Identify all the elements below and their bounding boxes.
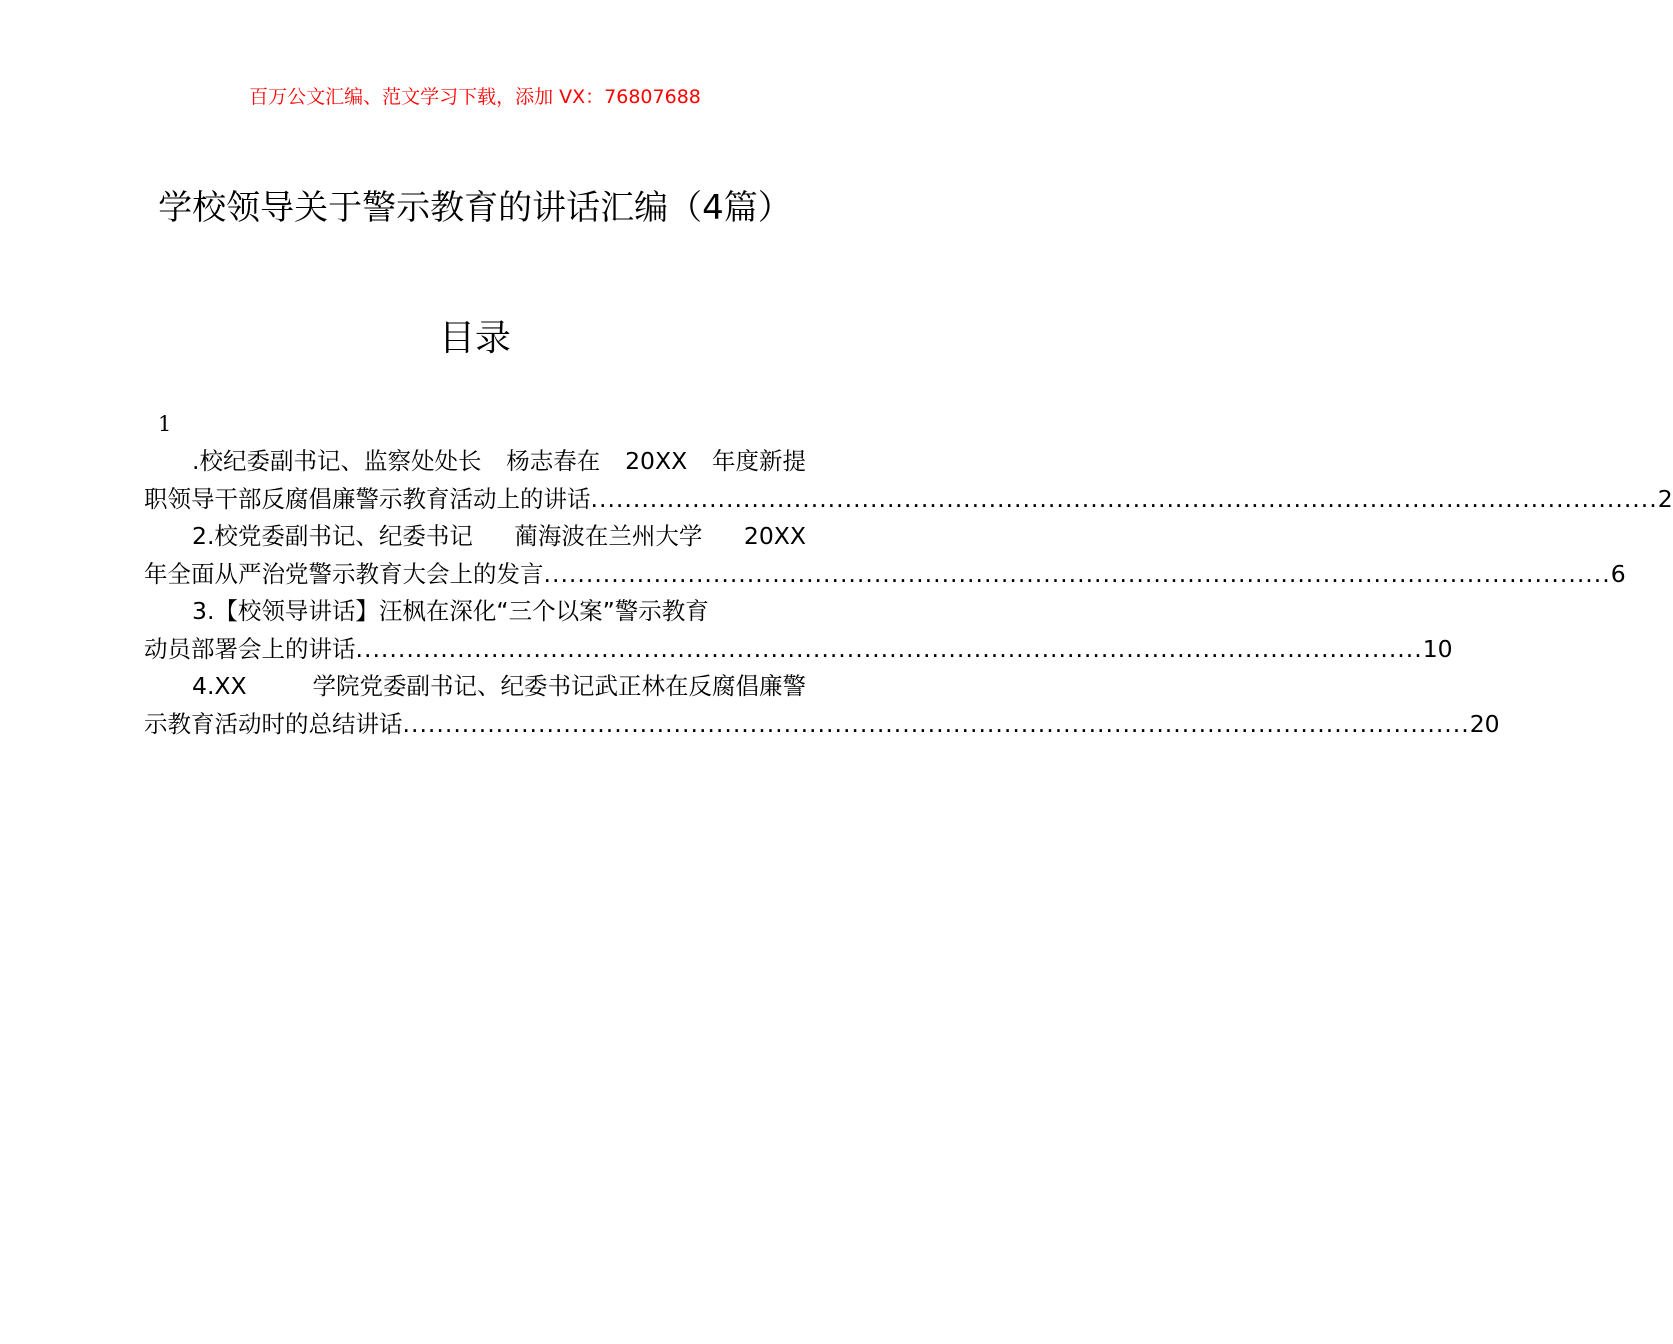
toc-entry-title-line xyxy=(144,631,1453,669)
toc-page-number: 20 xyxy=(1469,709,1500,738)
toc-entry-title-line xyxy=(144,481,1673,519)
toc-page-number: 2 xyxy=(1657,484,1673,513)
download-notice: 百万公文汇编、范文学习下载，添加 VX：76807688 xyxy=(249,86,701,108)
toc-heading: 目录 xyxy=(438,318,511,359)
toc-entry-1[interactable] xyxy=(144,443,1673,518)
dot-leader: .............................................................................................................................. xyxy=(402,709,1470,738)
toc-page-number: 10 xyxy=(1422,634,1453,663)
toc-entry-title-line xyxy=(144,593,806,631)
toc-entry-text: 年度新提 xyxy=(711,447,806,475)
document-title: 学校领导关于警示教育的讲话汇编（4篇） xyxy=(158,188,792,228)
table-of-contents xyxy=(144,443,1673,743)
toc-entry-title-line xyxy=(144,556,1626,594)
toc-entry-text: 示教育活动时的总结讲话 xyxy=(144,709,403,738)
toc-entry-text: .校纪委副书记、监察处处长 xyxy=(192,447,482,475)
toc-entry-text: 2.校党委副书记、纪委书记 xyxy=(192,522,473,550)
toc-entry-title-line xyxy=(144,706,1500,744)
toc-entry-text: 20XX xyxy=(625,447,688,475)
toc-entry-4[interactable] xyxy=(144,668,1500,743)
toc-entry-text: 3.【校领导讲话】汪枫在深化“三个以案”警示教育 xyxy=(192,597,709,625)
toc-entry-text: 职领导干部反腐倡廉警示教育活动上的讲话 xyxy=(144,484,591,513)
toc-entry-text: 蔺海波在兰州大学 xyxy=(514,522,703,550)
dot-leader: .............................................................................................................................. xyxy=(590,484,1658,513)
toc-entry-title-line xyxy=(144,518,806,556)
toc-entry-title-line xyxy=(144,443,806,481)
toc-entry-title-line xyxy=(144,668,806,706)
toc-entry-text: 学院党委副书记、纪委书记武正林在反腐倡廉警 xyxy=(312,672,806,700)
toc-entry-text: 20XX xyxy=(743,522,806,550)
toc-page-number: 6 xyxy=(1610,559,1626,588)
toc-entry-text: 动员部署会上的讲话 xyxy=(144,634,356,663)
toc-entry-text: 年全面从严治党警示教育大会上的发言 xyxy=(144,559,544,588)
dot-leader: .............................................................................................................................. xyxy=(355,634,1423,663)
toc-entry-3[interactable] xyxy=(144,593,1453,668)
dot-leader: .............................................................................................................................. xyxy=(543,559,1611,588)
toc-entry-number: 1 xyxy=(158,412,172,436)
toc-entry-text: 杨志春在 xyxy=(506,447,601,475)
toc-entry-text: 4.XX xyxy=(192,672,247,700)
toc-entry-2[interactable] xyxy=(144,518,1626,593)
